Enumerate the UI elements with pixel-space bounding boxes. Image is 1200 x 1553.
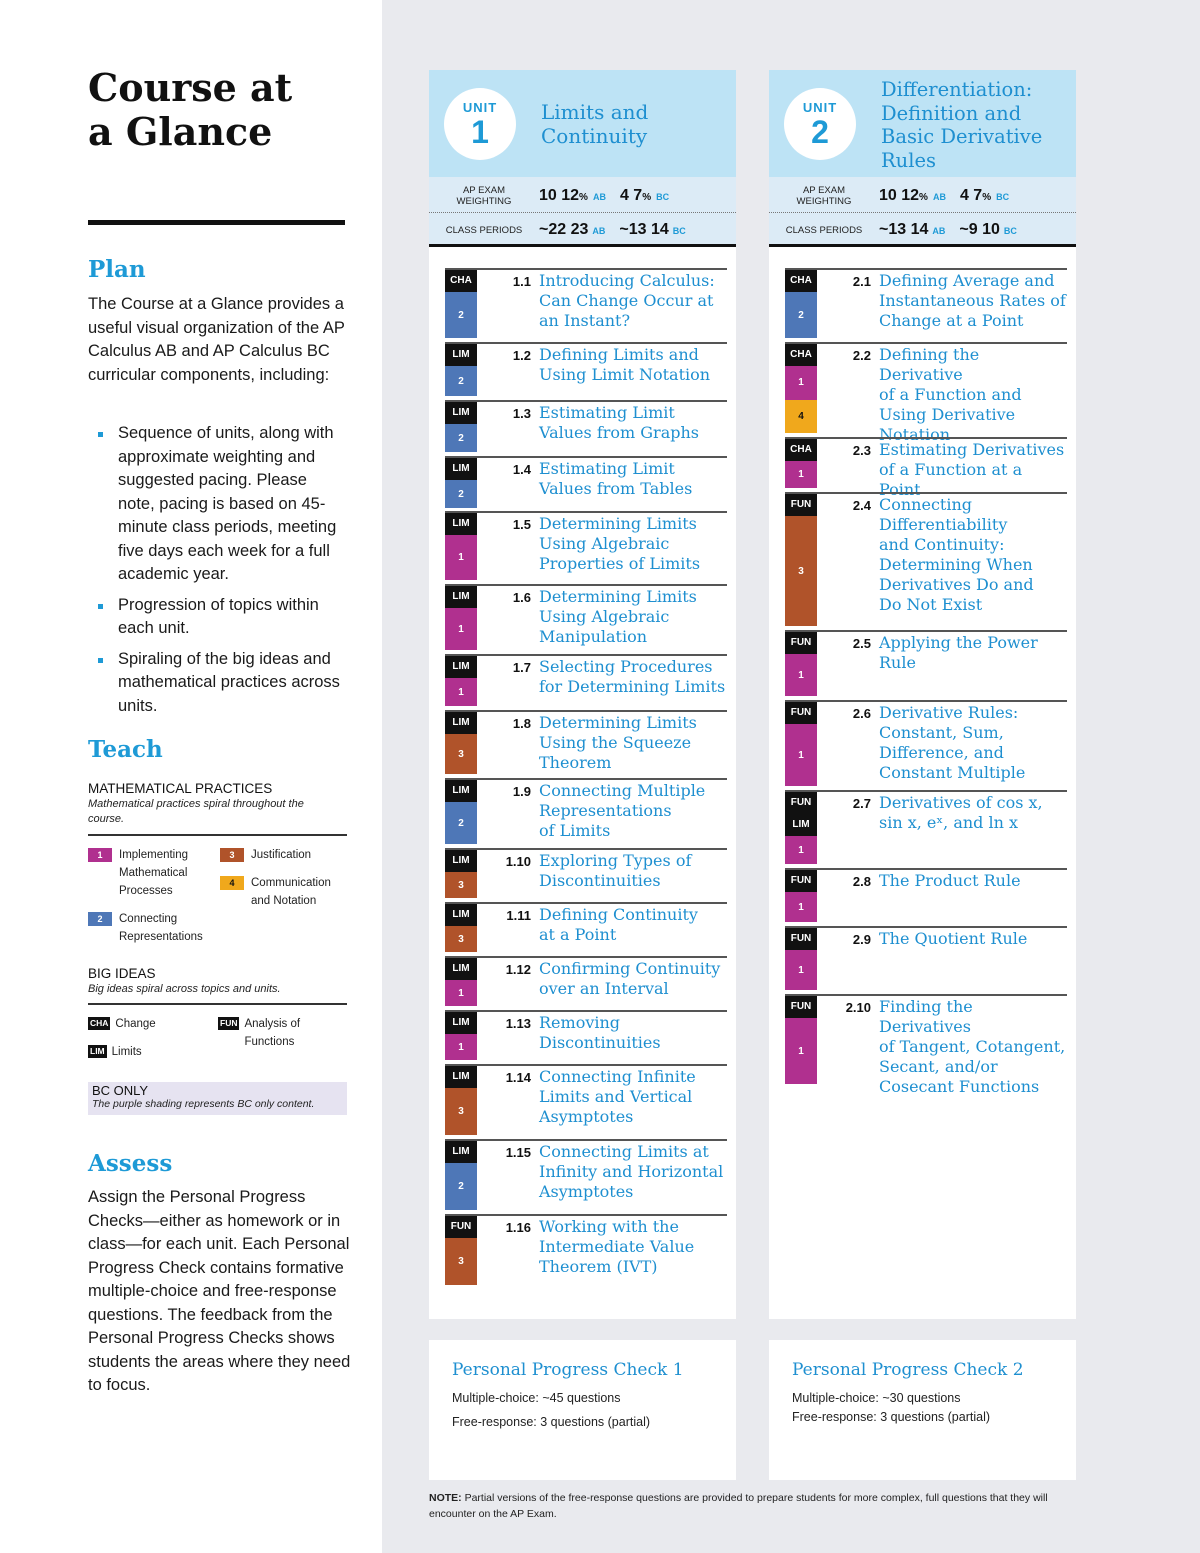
topic-number: 1.9 — [512, 784, 531, 799]
topic-number: 2.8 — [852, 874, 871, 889]
topic-row — [445, 400, 727, 452]
topic-number: 2.2 — [852, 348, 871, 363]
practice-tag: 1 — [445, 1034, 477, 1060]
practice-tag: 2 — [445, 1163, 477, 1210]
practice-tag: 2 — [445, 292, 477, 338]
progress-check-mc: Multiple-choice: ~45 questions — [452, 1391, 621, 1405]
topic-number: 1.15 — [505, 1145, 531, 1160]
periods-values: ~22 23 AB ~13 14 BC — [539, 221, 686, 238]
practice-tag: 1 — [785, 892, 817, 922]
periods-ab: ~13 14 — [879, 221, 929, 238]
unit-header — [769, 70, 1076, 177]
assess-text: Assign the Personal Progress Checks—either as homework or in class—for each unit. Each Personal Progress Check contains formative multiple-choice and free-response questions. The feedback from the Personal Progress Checks shows students the areas where they need to focus. — [88, 1188, 351, 1394]
topic-title[interactable]: Estimating Derivatives of a Function at a Point — [879, 440, 1065, 499]
practice-tag: 3 — [445, 1088, 477, 1135]
big-idea-tag: FUN — [785, 632, 817, 654]
mp-chip: 3 — [220, 848, 244, 862]
practice-tag: 3 — [445, 1238, 477, 1285]
topic-row — [785, 437, 1067, 499]
big-idea-tag: LIM — [445, 513, 477, 535]
topic-number: 2.7 — [852, 796, 871, 811]
topic-number: 2.3 — [852, 443, 871, 458]
big-idea-tag: LIM — [445, 712, 477, 734]
topic-row — [785, 700, 1067, 786]
unit-title: Differentiation: Definition and Basic Derivative Rules — [881, 78, 1043, 172]
title-divider — [88, 220, 345, 225]
practice-tag: 3 — [445, 872, 477, 898]
topic-tags — [445, 958, 477, 1006]
topic-tags — [445, 344, 477, 396]
topic-row — [785, 268, 1067, 338]
topic-row — [445, 848, 727, 898]
practice-tag: 1 — [785, 724, 817, 786]
topic-title[interactable]: Confirming Continuity over an Interval — [539, 959, 721, 998]
practice-tag: 2 — [785, 292, 817, 338]
topic-title[interactable]: Selecting Procedures for Determining Limits — [539, 657, 726, 696]
big-idea-tag: FUN — [785, 702, 817, 724]
bi-legend-label: BIG IDEAS — [88, 966, 156, 981]
big-idea-tag: CHA — [785, 270, 817, 292]
big-idea-tag: LIM — [445, 780, 477, 802]
periods-ab: ~22 23 — [539, 221, 589, 238]
bi-legend-note: Big ideas spiral across topics and units. — [88, 983, 281, 995]
topic-title[interactable]: Working with the Intermediate Value Theorem (IVT) — [539, 1217, 695, 1276]
topic-number: 1.14 — [505, 1070, 531, 1085]
topic-number: 2.9 — [852, 932, 871, 947]
progress-check-fr: Free-response: 3 questions (partial) — [792, 1410, 991, 1424]
practice-tag: 4 — [785, 400, 817, 434]
topic-tags — [785, 270, 817, 338]
topic-number: 2.6 — [852, 706, 871, 721]
big-idea-tag: LIM — [445, 1141, 477, 1163]
practice-tag: 1 — [785, 836, 817, 864]
mp-chip: 4 — [220, 876, 244, 890]
periods-bc: ~13 14 — [619, 221, 669, 238]
topic-row — [445, 956, 727, 1006]
topic-title[interactable]: Applying the Power Rule — [879, 633, 1038, 672]
bi-chip: LIM — [90, 1046, 105, 1056]
unit-badge — [444, 88, 516, 160]
big-idea-tag: FUN — [785, 494, 817, 516]
big-idea-tag: LIM — [445, 1066, 477, 1088]
topic-tags — [785, 344, 817, 433]
mp-legend-divider — [88, 834, 347, 836]
topic-title[interactable]: Connecting Infinite Limits and Vertical Asymptotes — [539, 1067, 696, 1126]
topic-title[interactable]: Defining Continuity at a Point — [539, 905, 698, 944]
big-idea-tag: LIM — [445, 850, 477, 872]
topic-title[interactable]: Derivative Rules: Constant, Sum, Difference, and Constant Multiple — [879, 703, 1026, 782]
unit-number: 1 — [471, 114, 489, 150]
practice-tag: 1 — [785, 654, 817, 696]
periods-bc: ~9 10 — [959, 221, 1000, 238]
mp-legend-item-1 — [88, 846, 219, 900]
topic-number: 1.10 — [505, 854, 531, 869]
weighting-label: AP EXAM WEIGHTING — [796, 184, 852, 207]
topic-title[interactable]: Derivatives of cos x, sin x, eˣ, and ln x — [879, 793, 1043, 832]
bi-legend-item-lim — [88, 1043, 142, 1061]
topic-row — [785, 926, 1067, 990]
footnote — [429, 1490, 1079, 1522]
mp-label: Connecting Representations — [119, 913, 203, 943]
bc-only-label: BC ONLY — [92, 1083, 149, 1098]
bi-label: Change — [115, 1018, 156, 1030]
big-idea-tag: FUN — [445, 1216, 477, 1238]
topic-title[interactable]: Removing Discontinuities — [539, 1013, 661, 1052]
topic-title[interactable]: Finding the Derivatives of Tangent, Cotangent, Secant, and/or Cosecant Functions — [879, 997, 1066, 1096]
topic-tags — [445, 1141, 477, 1210]
practice-tag: 1 — [785, 461, 817, 488]
practice-tag: 1 — [785, 1018, 817, 1084]
plan-text: The Course at a Glance provides a useful visual organization of the AP Calculus AB and AP Calculus BC curricular components, including: — [88, 295, 345, 384]
topic-title[interactable]: Estimating Limit Values from Tables — [539, 459, 693, 498]
topic-number: 2.5 — [852, 636, 871, 651]
topic-title[interactable]: The Quotient Rule — [879, 929, 1028, 948]
topic-row — [445, 1139, 727, 1210]
topic-number: 2.4 — [852, 498, 871, 513]
big-idea-tag: LIM — [445, 458, 477, 480]
big-idea-tag: FUN — [785, 792, 817, 814]
topic-number: 1.16 — [505, 1220, 531, 1235]
topic-row — [445, 1064, 727, 1135]
plan-bullets — [96, 422, 348, 725]
topic-tags — [445, 1216, 477, 1285]
big-idea-tag: CHA — [445, 270, 477, 292]
weighting-ab: 10 12 — [879, 186, 920, 204]
topic-row — [785, 492, 1067, 626]
topic-number: 1.4 — [512, 462, 531, 477]
topic-title[interactable]: Determining Limits Using the Squeeze Theorem — [539, 713, 697, 772]
big-idea-tag: FUN — [785, 928, 817, 950]
bi-legend-item-fun — [218, 1015, 314, 1051]
assess-heading: Assess — [88, 1150, 173, 1177]
topic-row — [445, 584, 727, 650]
topic-row — [445, 710, 727, 774]
practice-tag: 2 — [445, 424, 477, 452]
topic-number: 1.13 — [505, 1016, 531, 1031]
topic-title[interactable]: Introducing Calculus: Can Change Occur at an Instant? — [539, 271, 715, 330]
topic-row — [445, 268, 727, 338]
practice-tag: 2 — [445, 802, 477, 844]
progress-check-title: Personal Progress Check 2 — [792, 1360, 1024, 1380]
plan-bullet: Spiraling of the big ideas and mathematical practices across units. — [96, 648, 348, 719]
topic-title[interactable]: The Product Rule — [879, 871, 1021, 890]
topic-number: 1.3 — [512, 406, 531, 421]
exam-weighting-row — [429, 179, 736, 213]
topic-row — [785, 868, 1067, 922]
big-idea-tag: FUN — [785, 870, 817, 892]
unit-badge — [784, 88, 856, 160]
progress-check-2 — [769, 1340, 1076, 1480]
big-idea-tag: LIM — [445, 344, 477, 366]
progress-check-fr: Free-response: 3 questions (partial) — [452, 1415, 651, 1429]
topic-tags — [785, 996, 817, 1084]
periods-values: ~13 14 AB ~9 10 BC — [879, 221, 1017, 238]
periods-label: CLASS PERIODS — [445, 224, 523, 236]
weighting-values: 10 12 % AB 4 7 % BC — [539, 186, 670, 204]
unit-word: UNIT — [802, 100, 838, 115]
practice-tag: 1 — [445, 535, 477, 580]
topic-tags — [445, 712, 477, 774]
big-idea-tag: CHA — [785, 344, 817, 366]
practice-tag: 1 — [785, 366, 817, 400]
unit-word: UNIT — [462, 100, 498, 115]
big-idea-tag: LIM — [445, 586, 477, 608]
mp-legend-item-4 — [220, 874, 351, 910]
practice-tag: 1 — [445, 608, 477, 650]
plan-bullet: Progression of topics within each unit. — [96, 594, 348, 641]
sidebar — [0, 0, 382, 1553]
topic-row — [785, 790, 1067, 864]
unit-column-2 — [769, 70, 1076, 1319]
mp-chip: 1 — [88, 848, 112, 862]
mp-legend-note: Mathematical practices spiral throughout the course. — [88, 798, 304, 825]
topic-title[interactable]: Defining the Derivative of a Function and Using Derivative Notation — [879, 345, 1022, 444]
topic-number: 1.1 — [512, 274, 531, 289]
class-periods-row — [769, 213, 1076, 247]
topic-tags — [445, 402, 477, 452]
unit-weighting — [429, 177, 736, 247]
practice-tag: 1 — [445, 980, 477, 1006]
topic-row — [445, 456, 727, 508]
topic-tags — [785, 928, 817, 990]
topic-row — [445, 902, 727, 952]
unit-number: 2 — [811, 114, 829, 150]
practice-tag: 3 — [445, 734, 477, 774]
practice-tag: 3 — [785, 516, 817, 626]
footnote-text: Partial versions of the free-response questions are provided to prepare students for more complex, full questions that they will encounter on the AP Exam. — [429, 1492, 1048, 1520]
topic-tags — [445, 850, 477, 898]
topic-tags — [445, 656, 477, 706]
big-idea-tag: FUN — [785, 996, 817, 1018]
topic-row — [445, 511, 727, 580]
progress-check-mc: Multiple-choice: ~30 questions — [792, 1391, 961, 1405]
bi-label: Limits — [111, 1046, 142, 1058]
topic-title[interactable]: Defining Average and Instantaneous Rates of Change at a Point — [879, 271, 1066, 330]
weighting-values: 10 12 % AB 4 7 % BC — [879, 186, 1010, 204]
topic-number: 2.10 — [845, 1000, 871, 1015]
page-title: Course at a Glance — [88, 65, 293, 154]
big-idea-tag: LIM — [785, 814, 817, 836]
unit-column-1 — [429, 70, 736, 1319]
weighting-label: AP EXAM WEIGHTING — [456, 184, 512, 207]
topic-tags — [785, 792, 817, 864]
topic-tags — [785, 494, 817, 626]
topic-tags — [445, 586, 477, 650]
unit-title: Limits and Continuity — [541, 100, 649, 148]
topic-number: 1.11 — [506, 908, 531, 923]
practice-tag: 2 — [445, 366, 477, 396]
topic-row — [785, 630, 1067, 696]
bc-only-note: The purple shading represents BC only content. — [92, 1098, 315, 1110]
big-idea-tag: LIM — [445, 1012, 477, 1034]
topic-tags — [785, 632, 817, 696]
topic-tags — [445, 513, 477, 580]
big-idea-tag: LIM — [445, 904, 477, 926]
topic-tags — [445, 904, 477, 952]
topic-number: 1.7 — [512, 660, 531, 675]
plan-heading: Plan — [88, 256, 146, 283]
topic-title[interactable]: Connecting Differentiability and Continuity: Determining When Derivatives Do and Do Not Exist — [879, 495, 1034, 614]
progress-check-1 — [429, 1340, 736, 1480]
topic-title[interactable]: Connecting Multiple Representations of Limits — [539, 781, 706, 840]
bi-legend-item-cha — [88, 1015, 156, 1033]
topic-number: 2.1 — [852, 274, 871, 289]
topic-tags — [785, 702, 817, 786]
progress-check-title: Personal Progress Check 1 — [452, 1360, 684, 1380]
topic-row — [445, 342, 727, 396]
mp-legend-label: MATHEMATICAL PRACTICES — [88, 781, 273, 796]
practice-tag: 1 — [785, 950, 817, 990]
teach-heading: Teach — [88, 736, 163, 763]
mp-chip: 2 — [88, 912, 112, 926]
topic-row — [785, 994, 1067, 1096]
topic-tags — [445, 1066, 477, 1135]
mp-legend-item-3 — [220, 846, 351, 864]
topic-title[interactable]: Determining Limits Using Algebraic Manipulation — [539, 587, 697, 646]
topic-number: 1.12 — [505, 962, 531, 977]
bi-chip: FUN — [220, 1018, 238, 1028]
weighting-bc: 4 7 — [619, 186, 643, 204]
topic-tags — [445, 458, 477, 508]
practice-tag: 3 — [445, 926, 477, 952]
topic-title[interactable]: Defining Limits and Using Limit Notation — [539, 345, 711, 384]
big-idea-tag: CHA — [785, 439, 817, 461]
big-idea-tag: LIM — [445, 958, 477, 980]
bi-legend-divider — [88, 1003, 347, 1005]
practice-tag: 1 — [445, 678, 477, 706]
topic-tags — [445, 1012, 477, 1060]
weighting-bc: 4 7 — [959, 186, 983, 204]
topic-number: 1.5 — [512, 517, 531, 532]
topic-row — [445, 1214, 727, 1285]
topic-row — [785, 342, 1067, 444]
plan-bullet: Sequence of units, along with approximate weighting and suggested pacing. Please note, pacing is based on 45-minute class periods, meeting five days each week for a full academic year. — [96, 422, 348, 587]
topic-row — [445, 778, 727, 844]
topic-number: 1.6 — [512, 590, 531, 605]
topic-title[interactable]: Connecting Limits at Infinity and Horizontal Asymptotes — [539, 1142, 724, 1201]
topic-title[interactable]: Exploring Types of Discontinuities — [539, 851, 692, 890]
class-periods-row — [429, 213, 736, 247]
topic-row — [445, 654, 727, 706]
topic-tags — [785, 870, 817, 922]
mp-label: Justification — [251, 849, 312, 861]
weighting-ab: 10 12 — [539, 186, 580, 204]
practice-tag: 2 — [445, 480, 477, 508]
topic-number: 1.2 — [512, 348, 531, 363]
topic-tags — [445, 270, 477, 338]
topic-tags — [445, 780, 477, 844]
bi-label: Analysis of Functions — [244, 1018, 301, 1048]
topic-number: 1.8 — [512, 716, 531, 731]
topic-row — [445, 1010, 727, 1060]
mp-label: Implementing Mathematical Processes — [119, 849, 189, 897]
big-idea-tag: LIM — [445, 656, 477, 678]
unit-header — [429, 70, 736, 177]
topic-title[interactable]: Estimating Limit Values from Graphs — [539, 403, 699, 442]
topic-title[interactable]: Determining Limits Using Algebraic Properties of Limits — [539, 514, 701, 573]
big-idea-tag: LIM — [445, 402, 477, 424]
mp-label: Communication and Notation — [251, 877, 331, 907]
bc-only-box — [88, 1082, 347, 1115]
mp-legend-item-2 — [88, 910, 219, 946]
topic-tags — [785, 439, 817, 488]
bi-chip: CHA — [90, 1018, 109, 1028]
exam-weighting-row — [769, 179, 1076, 213]
footnote-label: NOTE: — [429, 1492, 462, 1504]
unit-weighting — [769, 177, 1076, 247]
periods-label: CLASS PERIODS — [785, 224, 863, 236]
